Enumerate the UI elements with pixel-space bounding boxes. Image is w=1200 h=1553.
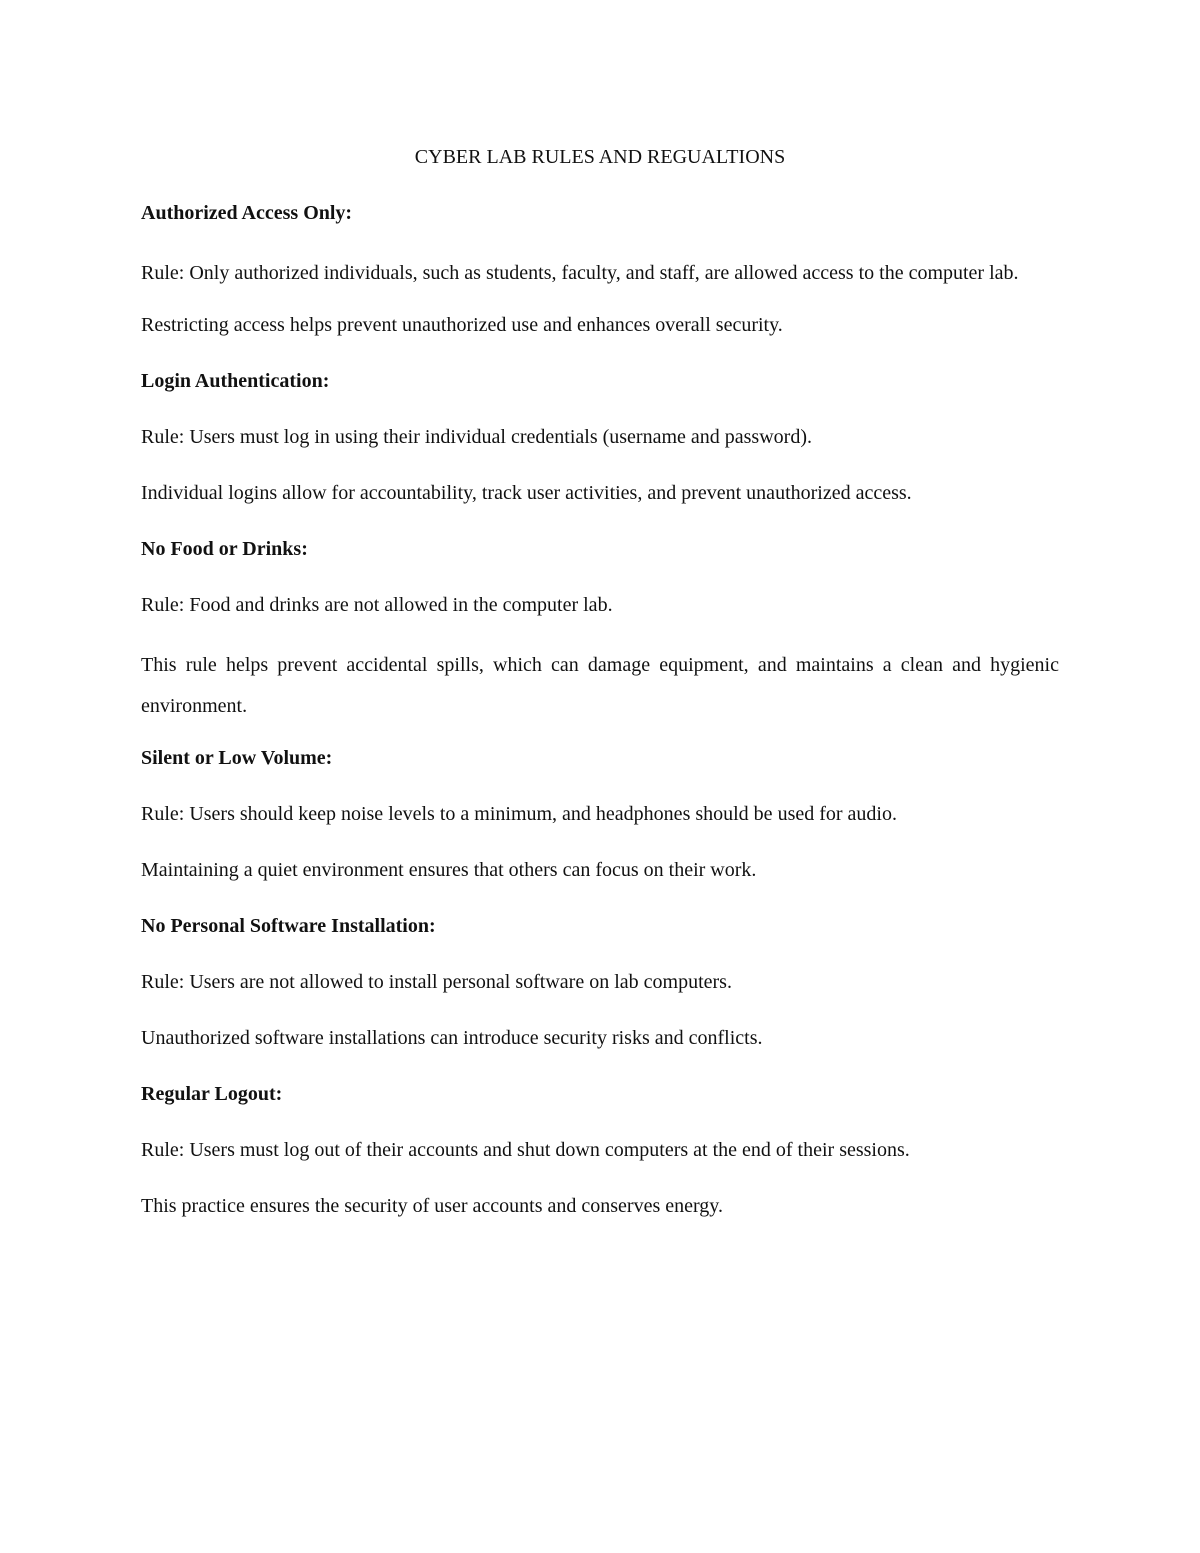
section-regular-logout xyxy=(141,1078,1059,1222)
section-authorized-access xyxy=(141,197,1059,341)
explanation-text: Unauthorized software installations can introduce security risks and conflicts. xyxy=(141,1027,763,1049)
rule-text: Rule: Users should keep noise levels to a minimum, and headphones should be used for audio. xyxy=(141,803,897,825)
section-heading: Authorized Access Only: xyxy=(141,202,353,224)
rule-text: Rule: Only authorized individuals, such as students, faculty, and staff, are allowed access to the computer lab. xyxy=(141,262,1019,284)
explanation-text: This rule helps prevent accidental spills, which can damage equipment, and maintains a clean and hygienic environment. xyxy=(141,654,1059,717)
section-heading: Silent or Low Volume: xyxy=(141,747,333,769)
explanation-text: Maintaining a quiet environment ensures that others can focus on their work. xyxy=(141,859,757,881)
section-silent-or-low-volume xyxy=(141,742,1059,886)
rule-text: Rule: Food and drinks are not allowed in the computer lab. xyxy=(141,594,613,616)
rule-text: Rule: Users must log out of their accounts and shut down computers at the end of their sessions. xyxy=(141,1139,910,1161)
document-title: CYBER LAB RULES AND REGUALTIONS xyxy=(414,146,786,168)
section-heading: No Personal Software Installation: xyxy=(141,915,436,937)
rule-text: Rule: Users must log in using their individual credentials (username and password). xyxy=(141,426,812,448)
section-no-food-or-drinks xyxy=(141,533,1059,727)
explanation-text: Individual logins allow for accountability, track user activities, and prevent unauthorized access. xyxy=(141,482,912,504)
section-login-authentication xyxy=(141,365,1059,509)
document-page xyxy=(141,141,1059,1246)
explanation-text: Restricting access helps prevent unauthorized use and enhances overall security. xyxy=(141,314,783,336)
explanation-text: This practice ensures the security of user accounts and conserves energy. xyxy=(141,1195,724,1217)
section-heading: No Food or Drinks: xyxy=(141,538,308,560)
section-heading: Regular Logout: xyxy=(141,1083,283,1105)
section-heading: Login Authentication: xyxy=(141,370,330,392)
rule-text: Rule: Users are not allowed to install personal software on lab computers. xyxy=(141,971,732,993)
section-no-personal-software xyxy=(141,910,1059,1054)
